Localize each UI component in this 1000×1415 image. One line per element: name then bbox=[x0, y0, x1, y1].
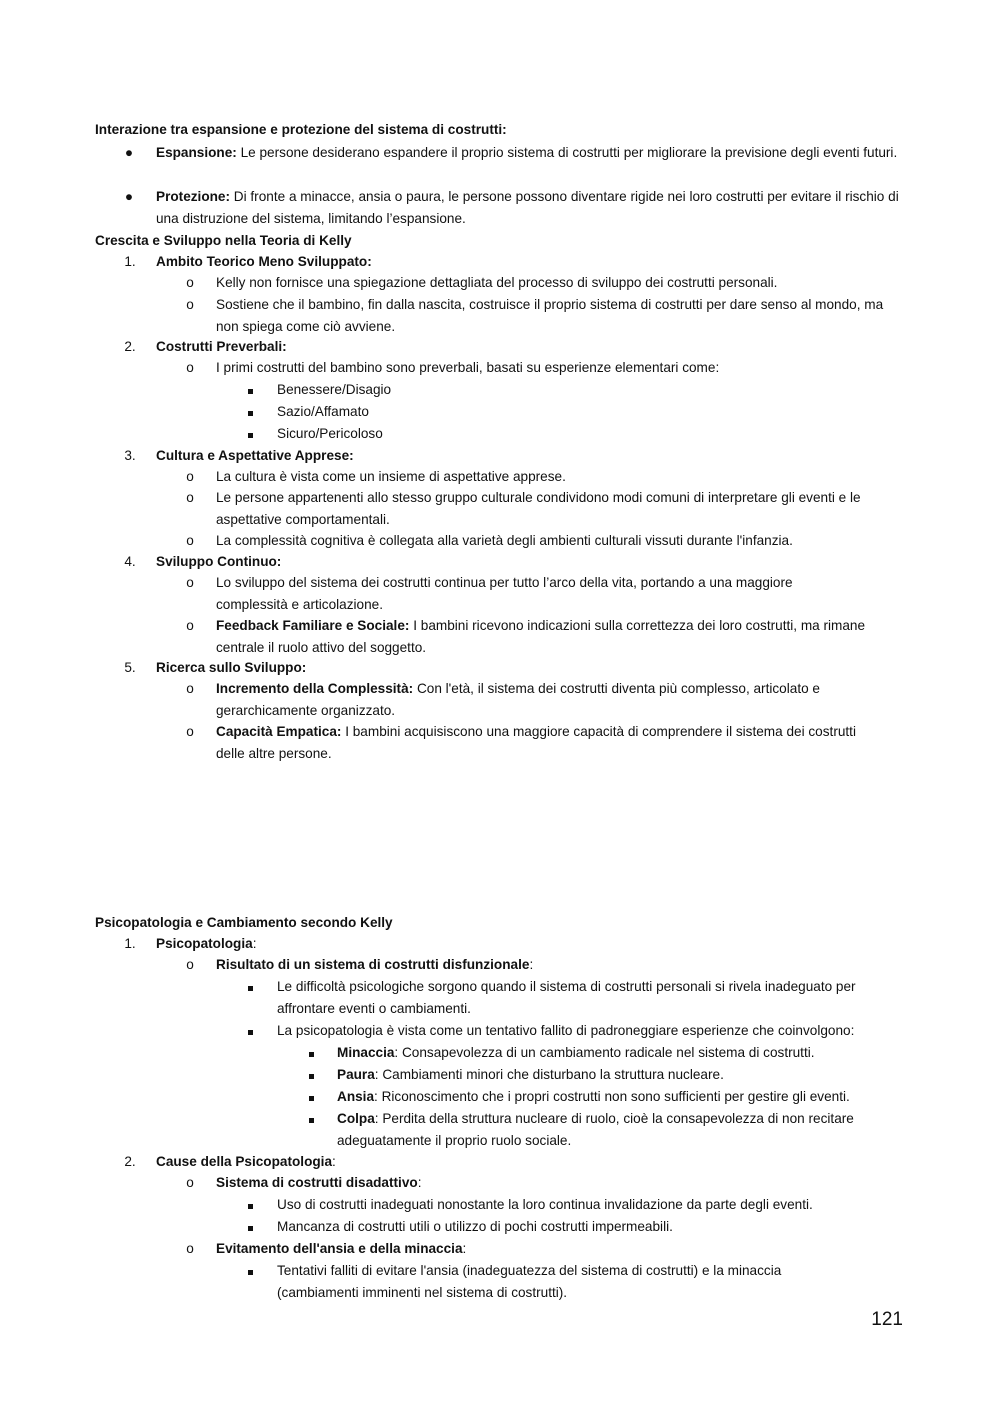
section-heading-crescita: Crescita e Sviluppo nella Teoria di Kelly bbox=[95, 233, 352, 248]
sub-item-text: I bambini ricevono indicazioni sulla correttezza dei loro costrutti, ma rimane centrale il ruolo attivo del soggetto. bbox=[216, 618, 866, 655]
subleaf-term: Minaccia bbox=[337, 1045, 395, 1060]
subleaf-term: Colpa bbox=[337, 1111, 375, 1126]
leaf-text: Sicuro/Pericoloso bbox=[277, 426, 383, 441]
sub-item-text: Lo sviluppo del sistema dei costrutti continua per tutto l’arco della vita, portando a una maggiore complessità e articolazione. bbox=[216, 575, 793, 612]
circle-bullet-icon: o bbox=[186, 275, 194, 290]
page-number: 121 bbox=[871, 1309, 903, 1330]
item-title: Cause della Psicopatologia bbox=[156, 1154, 333, 1169]
sub-item-text: Le persone appartenenti allo stesso gruppo culturale condividono modi comuni di interpretare gli eventi e le aspettative comportamentali. bbox=[216, 490, 861, 527]
section-heading-interazione: Interazione tra espansione e protezione del sistema di costrutti: bbox=[95, 122, 507, 137]
circle-bullet-icon: o bbox=[186, 469, 194, 484]
subleaf-term: Paura bbox=[337, 1067, 375, 1082]
item-title: Psicopatologia bbox=[156, 936, 253, 951]
sub-item-text: I bambini acquisiscono una maggiore capacità di comprendere il sistema dei costrutti delle altre persone. bbox=[216, 724, 856, 761]
square-bullet-icon bbox=[243, 423, 257, 445]
item-title: Costrutti Preverbali: bbox=[156, 339, 287, 354]
item-number: 2. bbox=[124, 1154, 136, 1169]
item-number: 2. bbox=[124, 339, 136, 354]
item-title: Ricerca sullo Sviluppo: bbox=[156, 660, 307, 675]
sub-item-text: I primi costrutti del bambino sono preverbali, basati su esperienze elementari come: bbox=[216, 360, 720, 375]
item-number: 1. bbox=[124, 936, 136, 951]
square-bullet-icon bbox=[243, 1194, 257, 1216]
circle-bullet-icon: o bbox=[186, 1241, 194, 1256]
square-bullet-icon bbox=[243, 1020, 257, 1042]
sub-item-term: Feedback Familiare e Sociale: bbox=[216, 618, 410, 633]
item-number: 4. bbox=[124, 554, 136, 569]
item-term: Protezione: bbox=[156, 189, 231, 204]
sub-item-term: Risultato di un sistema di costrutti disfunzionale bbox=[216, 957, 530, 972]
square-bullet-icon bbox=[304, 1042, 318, 1064]
sub-item-text: Con l'età, il sistema dei costrutti diventa più complesso, articolato e gerarchicamente organizzato. bbox=[216, 681, 820, 718]
sub-item-text: Kelly non fornisce una spiegazione dettagliata del processo di sviluppo dei costrutti personali. bbox=[216, 275, 778, 290]
leaf-text: Uso di costrutti inadeguati nonostante la loro continua invalidazione da parte degli eventi. bbox=[277, 1197, 813, 1212]
square-bullet-icon bbox=[304, 1064, 318, 1086]
bullet-icon: ● bbox=[124, 189, 134, 204]
circle-bullet-icon: o bbox=[186, 618, 194, 633]
bullet-icon: ● bbox=[124, 145, 134, 160]
square-bullet-icon bbox=[243, 1216, 257, 1238]
sub-item-text: La complessità cognitiva è collegata alla varietà degli ambienti culturali vissuti durante l'infanzia. bbox=[216, 533, 793, 548]
leaf-text: La psicopatologia è vista come un tentativo fallito di padroneggiare esperienze che coinvolgono: bbox=[277, 1023, 855, 1038]
sub-item-term: Sistema di costrutti disadattivo bbox=[216, 1175, 418, 1190]
square-bullet-icon bbox=[304, 1108, 318, 1130]
square-bullet-icon bbox=[243, 401, 257, 423]
item-number: 3. bbox=[124, 448, 136, 463]
circle-bullet-icon: o bbox=[186, 490, 194, 505]
square-bullet-icon bbox=[304, 1086, 318, 1108]
sub-item-text: Sostiene che il bambino, fin dalla nascita, costruisce il proprio sistema di costrutti per dare senso al mondo, ma non spiega come ciò avviene. bbox=[216, 297, 884, 334]
sub-item-text: La cultura è vista come un insieme di aspettative apprese. bbox=[216, 469, 566, 484]
item-term: Espansione: bbox=[156, 145, 237, 160]
item-text: Di fronte a minacce, ansia o paura, le persone possono diventare rigide nei loro costrutti per evitare il rischio di una distruzione del sistema, limitando l’espansione. bbox=[156, 189, 899, 226]
subleaf-text: : Perdita della struttura nucleare di ruolo, cioè la consapevolezza di non recitare adeguatamente il proprio ruolo sociale. bbox=[337, 1111, 854, 1148]
leaf-text: Benessere/Disagio bbox=[277, 382, 392, 397]
square-bullet-icon bbox=[243, 1260, 257, 1282]
circle-bullet-icon: o bbox=[186, 681, 194, 696]
circle-bullet-icon: o bbox=[186, 297, 194, 312]
item-title: Sviluppo Continuo: bbox=[156, 554, 282, 569]
leaf-text: Tentativi falliti di evitare l'ansia (inadeguatezza del sistema di costrutti) e la minaccia (cambiamenti imminenti nel sistema di costrutti). bbox=[277, 1263, 782, 1300]
item-number: 5. bbox=[124, 660, 136, 675]
document-page: Interazione tra espansione e protezione del sistema di costrutti: ● Espansione: Le persone desiderano espandere il proprio sistema di costrutti per migliorare la previsione degli eventi futuri. ● Protezione: Di fronte a minacce, ansia o paura, le persone possono diventare rigide nei loro costrutti per evitare il rischio di una distruzione del sistema, limitando l’espansione. Crescita e Sviluppo nella Teoria di Kelly 1. Ambito Teorico Meno Sviluppato: o Kelly non fornisce una spiegazione dettagliata del processo di sviluppo dei costrutti personali. o Sostiene che il bambino, fin dalla nascita, costruisce il proprio sistema di costrutti per dare senso al mondo, ma non spiega come ciò avviene. 2. Costrutti Preverbali: o I primi costrutti del bambino sono preverbali, basati su esperienze elementari come: Benessere/Disagio Sazio/Affamato Sicuro/Pericoloso 3. Cultura e Aspettative Apprese: o La cultura è vista come un insieme di aspettative apprese. o Le persone appartenenti allo stesso gruppo culturale condividono modi comuni di interpretare gli eventi e le aspettative comportamentali. o La complessità cognitiva è collegata alla varietà degli ambienti culturali vissuti durante l'infanzia. 4. Sviluppo Continuo: o Lo sviluppo del sistema dei costrutti continua per tutto l’arco della vita, portando a una maggiore complessità e articolazione. o Feedback Familiare e Sociale: I bambini ricevono indicazioni sulla correttezza dei loro costrutti, ma rimane centrale il ruolo attivo del soggetto. 5. Ricerca sullo Sviluppo: o Incremento della Complessità: Con l'età, il sistema dei costrutti diventa più complesso, articolato e gerarchicamente organizzato. o Capacità Empatica: I bambini acquisiscono una maggiore capacità di comprendere il sistema dei costrutti delle altre persone. Psicopatologia e Cambiamento secondo Kelly 1. Psicopatologia: o Risultato di un sistema di costrutti disfunzionale: Le difficoltà psicologiche sorgono quando il sistema di costrutti personali si rivela inadeguato per affrontare eventi o cambiamenti. La psicopatologia è vista come un tentativo fallito di padroneggiare esperienze che coinvolgono: Minaccia: Consapevolezza di un cambiamento radicale nel sistema di costrutti. Paura: Cambiamenti minori che disturbano la struttura nucleare. Ansia: Riconoscimento che i propri costrutti non sono sufficienti per gestire gli eventi. Colpa: Perdita della struttura nucleare di ruolo, cioè la consapevolezza di non recitare adeguatamente il proprio ruolo sociale. 2. Cause della Psicopatologia: o Sistema di costrutti disadattivo: Uso di costrutti inadeguati nonostante la loro continua invalidazione da parte degli eventi. Mancanza di costrutti utili o utilizzo di pochi costrutti impermeabili. o Evitamento dell'ansia e della minaccia: Tentativi falliti di evitare l'ansia (inadeguatezza del sistema di costrutti) e la minaccia (cambiamenti imminenti nel sistema di costrutti). 121 bbox=[0, 0, 1000, 1415]
square-bullet-icon bbox=[243, 379, 257, 401]
sub-item-term: Incremento della Complessità: bbox=[216, 681, 414, 696]
sub-item-term: Capacità Empatica: bbox=[216, 724, 342, 739]
leaf-text: Sazio/Affamato bbox=[277, 404, 369, 419]
circle-bullet-icon: o bbox=[186, 724, 194, 739]
subleaf-text: : Consapevolezza di un cambiamento radicale nel sistema di costrutti. bbox=[394, 1045, 815, 1060]
leaf-text: Le difficoltà psicologiche sorgono quando il sistema di costrutti personali si rivela inadeguato per affrontare eventi o cambiamenti. bbox=[277, 979, 856, 1016]
section-heading-psicopatologia: Psicopatologia e Cambiamento secondo Kelly bbox=[95, 915, 393, 930]
sub-item-term: Evitamento dell'ansia e della minaccia bbox=[216, 1241, 463, 1256]
circle-bullet-icon: o bbox=[186, 533, 194, 548]
circle-bullet-icon: o bbox=[186, 957, 194, 972]
item-title: Cultura e Aspettative Apprese: bbox=[156, 448, 354, 463]
item-title: Ambito Teorico Meno Sviluppato: bbox=[156, 254, 372, 269]
circle-bullet-icon: o bbox=[186, 575, 194, 590]
subleaf-text: : Cambiamenti minori che disturbano la struttura nucleare. bbox=[374, 1067, 724, 1082]
square-bullet-icon bbox=[243, 976, 257, 998]
leaf-text: Mancanza di costrutti utili o utilizzo di pochi costrutti impermeabili. bbox=[277, 1219, 673, 1234]
item-number: 1. bbox=[124, 254, 136, 269]
item-text: Le persone desiderano espandere il proprio sistema di costrutti per migliorare la previsione degli eventi futuri. bbox=[236, 145, 898, 160]
subleaf-text: : Riconoscimento che i propri costrutti non sono sufficienti per gestire gli eventi. bbox=[374, 1089, 850, 1104]
circle-bullet-icon: o bbox=[186, 1175, 194, 1190]
circle-bullet-icon: o bbox=[186, 360, 194, 375]
subleaf-term: Ansia bbox=[337, 1089, 375, 1104]
